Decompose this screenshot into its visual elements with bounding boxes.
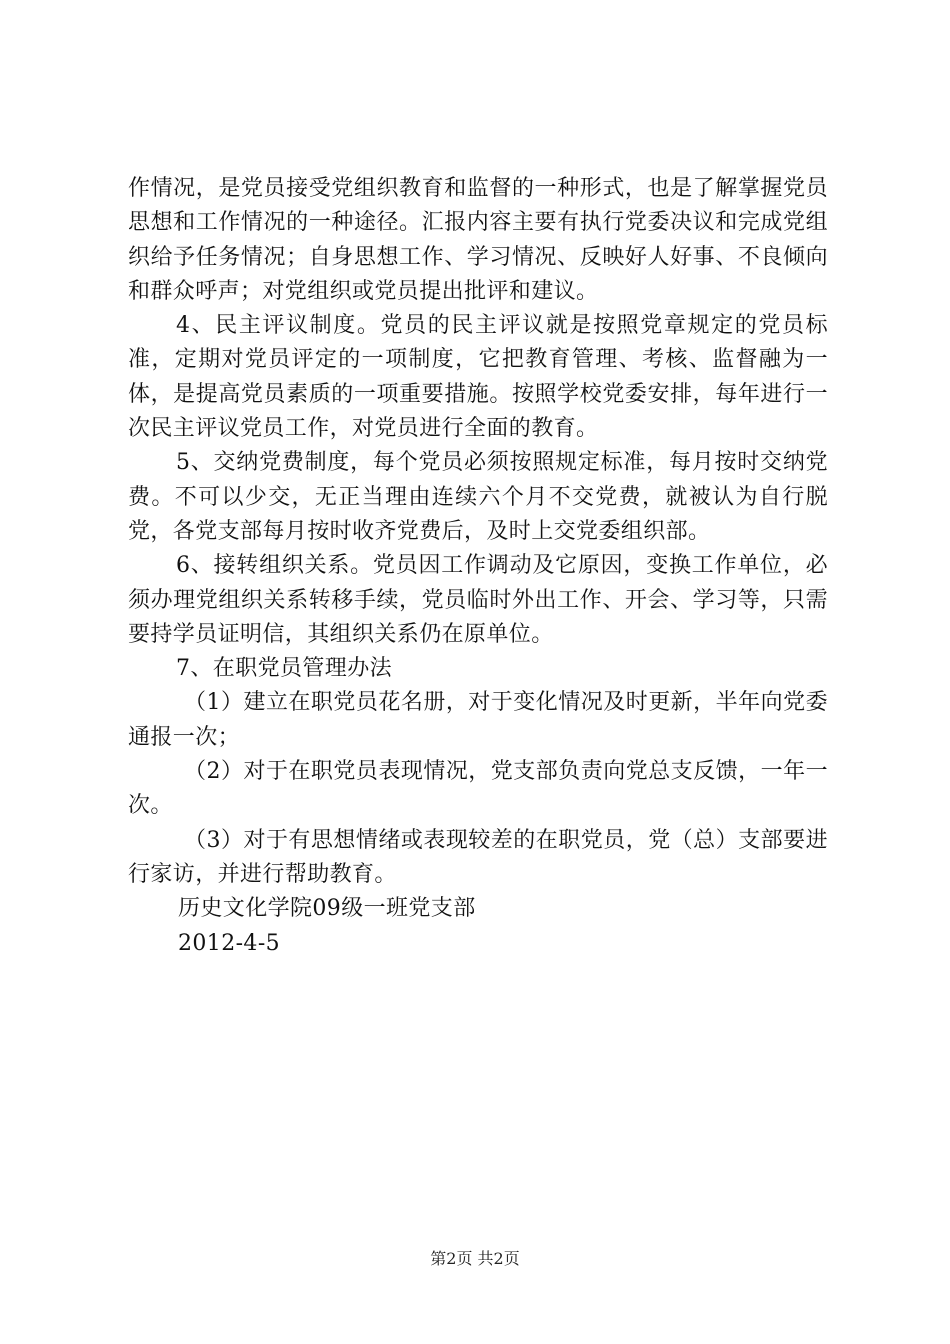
paragraph-democratic-review: 4、民主评议制度。党员的民主评议就是按照党章规定的党员标准，定期对党员评定的一项制度，它把教育管理、考核、监督融为一体，是提高党员素质的一项重要措施。按照学校党委安排，每年进行一次民主评议党员工作，对党员进行全面的教育。	[128, 313, 828, 442]
paragraph-item-3: （3）对于有思想情绪或表现较差的在职党员，党（总）支部要进行家访，并进行帮助教育。	[128, 827, 828, 887]
paragraph-continuation: 作情况，是党员接受党组织教育和监督的一种形式，也是了解掌握党员思想和工作情况的一种途径。汇报内容主要有执行党委决议和完成党组织给予任务情况；自身思想工作、学习情况、反映好人好事、不良倾向和群众呼声；对党组织或党员提出批评和建议。	[128, 176, 828, 304]
date-line: 2012-4-5	[178, 930, 281, 956]
paragraph-party-dues: 5、交纳党费制度，每个党员必须按照规定标准，每月按时交纳党费。不可以少交，无正当理由连续六个月不交党费，就被认为自行脱党，各党支部每月按时收齐党费后，及时上交党委组织部。	[128, 450, 828, 544]
document-body	[128, 172, 828, 961]
paragraph-item-1: （1）建立在职党员花名册，对于变化情况及时更新，半年向党委通报一次；	[128, 690, 828, 750]
paragraph-item-2: （2）对于在职党员表现情况，党支部负责向党总支反馈，一年一次。	[128, 759, 828, 819]
signature-line: 历史文化学院09级一班党支部	[178, 896, 476, 922]
paragraph-transfer-relations: 6、接转组织关系。党员因工作调动及它原因，变换工作单位，必须办理党组织关系转移手续，党员临时外出工作、开会、学习等，只需要持学员证明信，其组织关系仍在原单位。	[128, 553, 828, 647]
paragraph-management-heading: 7、在职党员管理办法	[176, 656, 392, 682]
page-number-footer: 第2页 共2页	[430, 1249, 520, 1268]
